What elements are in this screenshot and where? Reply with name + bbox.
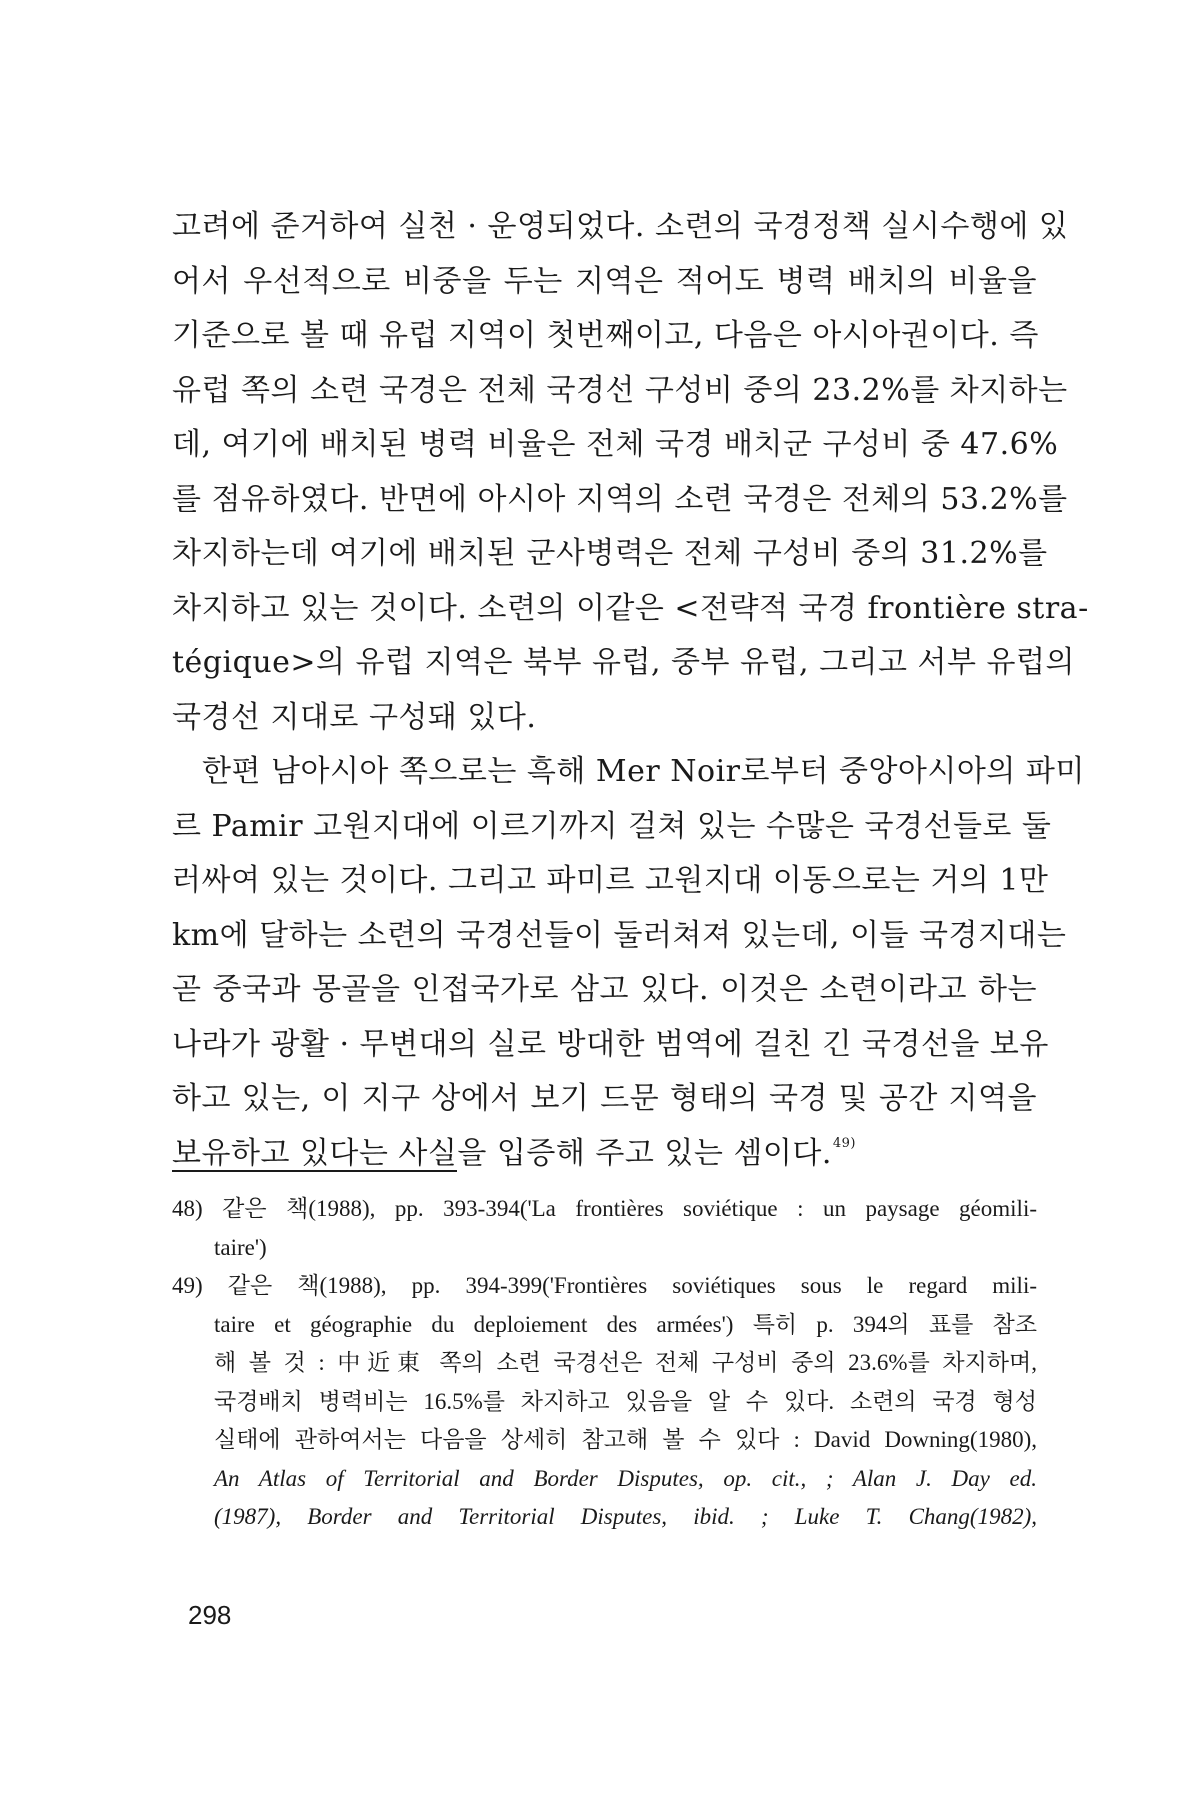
body-line: 차지하는데 여기에 배치된 군사병력은 전체 구성비 중의 31.2%를 (172, 536, 1048, 571)
body-line: km에 달하는 소련의 국경선들이 둘러쳐져 있는데, 이들 국경지대는 (172, 917, 1067, 953)
footnote-48-line: 48) 같은 책(1988), pp. 393-394('La frontières soviétique : un paysage géomili- (172, 1196, 1037, 1221)
body-line: 르 Pamir 고원지대에 이르기까지 걸쳐 있는 수많은 국경선들로 둘 (172, 808, 1052, 844)
body-line: 러싸여 있는 것이다. 그리고 파미르 고원지대 이동으로는 거의 1만 (172, 863, 1049, 898)
body-line: 나라가 광활 · 무변대의 실로 방대한 범역에 걸친 긴 국경선을 보유 (172, 1026, 1049, 1062)
body-line-last (172, 1127, 1037, 1182)
footnote-divider (172, 1170, 457, 1172)
body-line-text: 보유하고 있다는 사실을 입증해 주고 있는 셈이다. (172, 1135, 832, 1171)
body-line: 를 점유하였다. 반면에 아시아 지역의 소련 국경은 전체의 53.2%를 (172, 481, 1068, 517)
body-line: 한편 남아시아 쪽으로는 흑해 Mer Noir로부터 중앙아시아의 파미 (202, 754, 1085, 789)
footnote-49-line: taire et géographie du deploiement des armées') 특히 p. 394의 표를 참조 (214, 1311, 1037, 1337)
footnotes (172, 1190, 1037, 1537)
body-line: 기준으로 볼 때 유럽 지역이 첫번째이고, 다음은 아시아권이다. 즉 (172, 318, 1039, 353)
body-text (172, 200, 1089, 1181)
footnote-48-line: taire') (214, 1234, 267, 1260)
page-number: 298 (188, 1600, 232, 1630)
body-line: 유럽 쪽의 소련 국경은 전체 국경선 구성비 중의 23.2%를 차지하는 (172, 372, 1068, 408)
body-line: 고려에 준거하여 실천 · 운영되었다. 소련의 국경정책 실시수행에 있 (172, 209, 1069, 244)
body-line: 어서 우선적으로 비중을 두는 지역은 적어도 병력 배치의 비율을 (172, 263, 1037, 299)
body-line: 국경선 지대로 구성돼 있다. (172, 699, 537, 735)
body-line: tégique>의 유럽 지역은 북부 유럽, 중부 유럽, 그리고 서부 유럽의 (172, 645, 1075, 680)
footnote-49-line: (1987), Border and Territorial Disputes, ibid. ; Luke T. Chang(1982), (214, 1504, 1037, 1529)
footnote-49-line: 해 볼 것 : 中近東 쪽의 소련 국경선은 전체 구성비 중의 23.6%를 차지하며, (214, 1350, 1037, 1375)
body-line: 하고 있는, 이 지구 상에서 보기 드문 형태의 국경 및 공간 지역을 (172, 1081, 1037, 1116)
body-line: 곧 중국과 몽골을 인접국가로 삼고 있다. 이것은 소련이라고 하는 (172, 972, 1037, 1007)
body-line: 차지하고 있는 것이다. 소련의 이같은 <전략적 국경 frontière stra- (172, 590, 1089, 626)
footnote-49-line: An Atlas of Territorial and Border Disputes, op. cit., ; Alan J. Day ed. (214, 1465, 1037, 1491)
footnote-49-line: 국경배치 병력비는 16.5%를 차지하고 있음을 알 수 있다. 소련의 국경 형성 (214, 1388, 1037, 1414)
footnote-49-line: 실태에 관하여서는 다음을 상세히 참고해 볼 수 있다 : David Downing(1980), (214, 1427, 1037, 1452)
footnote-ref-49[interactable]: 49) (832, 1135, 856, 1151)
body-line: 데, 여기에 배치된 병력 비율은 전체 국경 배치군 구성비 중 47.6% (172, 427, 1059, 462)
footnote-49-line: 49) 같은 책(1988), pp. 394-399('Frontières soviétiques sous le regard mili- (172, 1273, 1037, 1298)
